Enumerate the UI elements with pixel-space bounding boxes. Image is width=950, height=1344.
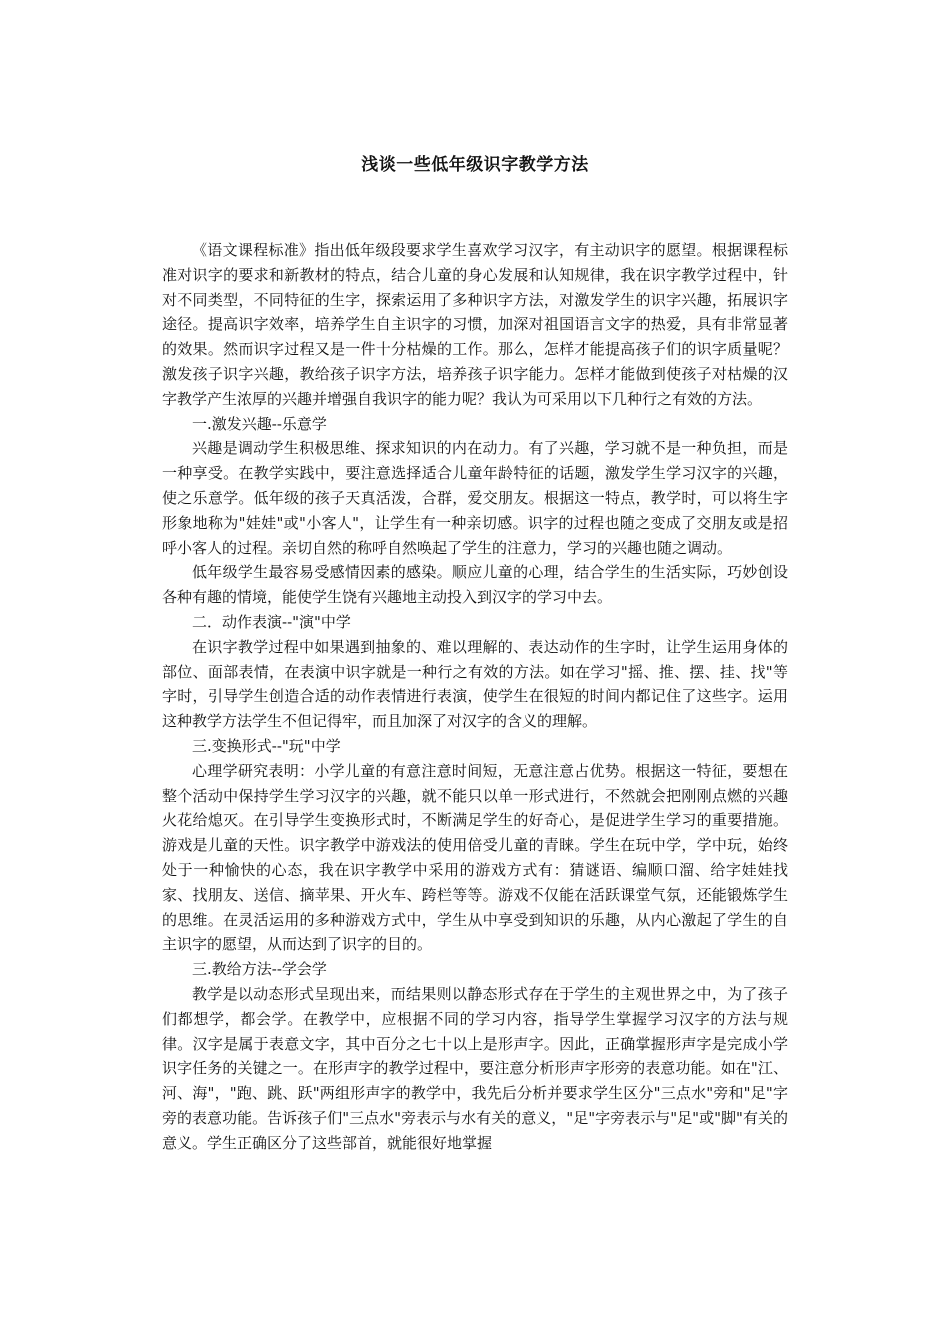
paragraph-intro: 《语文课程标准》指出低年级段要求学生喜欢学习汉字，有主动识字的愿望。根据课程标准对识字的要求和新教材的特点，结合儿童的身心发展和认知规律，我在识字教学过程中，针对不同类型，不同特征的生字，探索运用了多种识字方法，对激发学生的识字兴趣，拓展识字途径。提高识字效率，培养学生自主识字的习惯，加深对祖国语言文字的热爱，具有非常显著的效果。然而识字过程又是一件十分枯燥的工作。那么，怎样才能提高孩子们的识字质量呢？激发孩子识字兴趣，教给孩子识字方法，培养孩子识字能力。怎样才能做到使孩子对枯燥的汉字教学产生浓厚的兴趣并增强自我识字的能力呢？我认为可采用以下几种行之有效的方法。: [162, 241, 788, 408]
document-body: [162, 238, 788, 1155]
paragraph: 在识字教学过程中如果遇到抽象的、难以理解的、表达动作的生字时，让学生运用身体的部位、面部表情，在表演中识字就是一种行之有效的方法。如在学习"摇、推、摆、挂、找"等字时，引导学生创造合适的动作表情进行表演，使学生在很短的时间内都记住了这些字。运用这种教学方法学生不但记得牢，而且加深了对汉字的含义的理解。: [162, 637, 788, 731]
section-heading-1: 一.激发兴趣--乐意学: [192, 414, 327, 433]
section-heading-3: 三.变换形式--"玩"中学: [192, 736, 341, 755]
section-heading-4: 三.教给方法--学会学: [192, 960, 327, 979]
section-heading-2: 二．动作表演--"演"中学: [192, 612, 351, 631]
paragraph: 低年级学生最容易受感情因素的感染。顺应儿童的心理，结合学生的生活实际，巧妙创设各种有趣的情境，能使学生饶有兴趣地主动投入到汉字的学习中去。: [162, 563, 788, 607]
paragraph: 教学是以动态形式呈现出来，而结果则以静态形式存在于学生的主观世界之中，为了孩子们都想学，都会学。在教学中，应根据不同的学习内容，指导学生掌握学习汉字的方法与规律。汉字是属于表意文字，其中百分之七十以上是形声字。因此，正确掌握形声字是完成小学识字任务的关键之一。在形声字的教学过程中，要注意分析形声字形旁的表意功能。如在"江、河、海"，"跑、跳、跃"两组形声字的教学中，我先后分析并要求学生区分"三点水"旁和"足"字旁的表意功能。告诉孩子们"三点水"旁表示与水有关的意义，"足"字旁表示与"足"或"脚"有关的意义。学生正确区分了这些部首，就能很好地掌握: [162, 984, 788, 1152]
paragraph: 心理学研究表明：小学儿童的有意注意时间短，无意注意占优势。根据这一特征，要想在整个活动中保持学生学习汉字的兴趣，就不能只以单一形式进行，不然就会把刚刚点燃的兴趣火花给熄灭。在引导学生变换形式时，不断满足学生的好奇心，是促进学生学习的重要措施。游戏是儿童的天性。识字教学中游戏法的使用倍受儿童的青睐。学生在玩中学，学中玩，始终处于一种愉快的心态，我在识字教学中采用的游戏方式有：猜谜语、编顺口溜、给字娃娃找家、找朋友、送信、摘苹果、开火车、跨栏等等。游戏不仅能在活跃课堂气氛，还能锻炼学生的思维。在灵活运用的多种游戏方式中，学生从中享受到知识的乐趣，从内心激起了学生的自主识字的愿望，从而达到了识字的目的。: [162, 761, 788, 954]
document-title: 浅谈一些低年级识字教学方法: [361, 155, 589, 175]
paragraph: 兴趣是调动学生积极思维、探求知识的内在动力。有了兴趣，学习就不是一种负担，而是一种享受。在教学实践中，要注意选择适合儿童年龄特征的话题，激发学生学习汉字的兴趣，使之乐意学。低年级的孩子天真活泼，合群，爱交朋友。根据这一特点，教学时，可以将生字形象地称为"娃娃"或"小客人"，让学生有一种亲切感。识字的过程也随之变成了交朋友或是招呼小客人的过程。亲切自然的称呼自然唤起了学生的注意力，学习的兴趣也随之调动。: [162, 439, 788, 557]
